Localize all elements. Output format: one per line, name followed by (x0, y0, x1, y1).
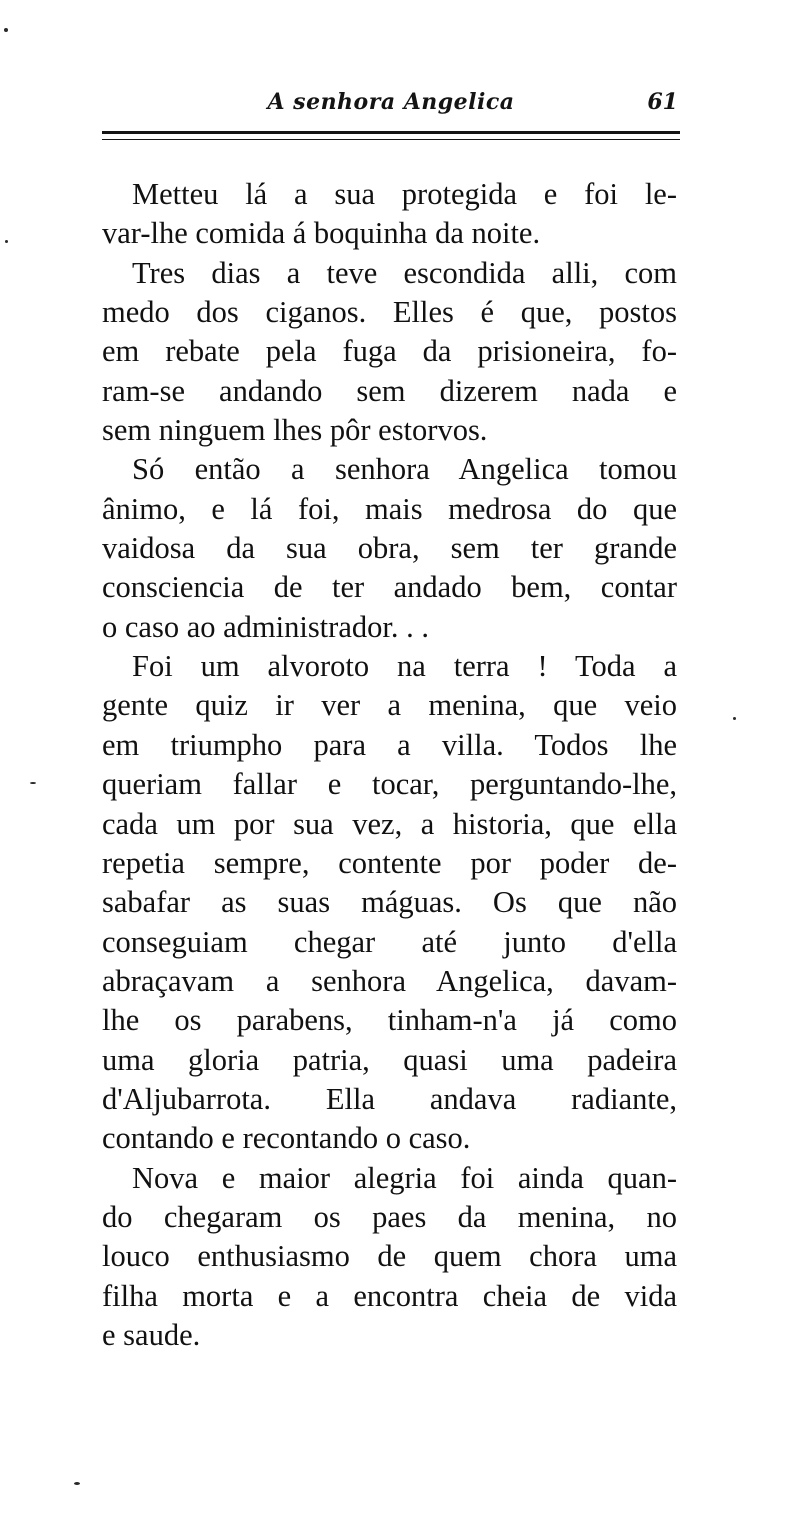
text-line: repetia sempre, contente por poder de- (102, 845, 677, 880)
text-line: sabafar as suas máguas. Os que não (102, 885, 677, 920)
text-line: em triumpho para a villa. Todos lhe (102, 727, 677, 762)
text-line: e saude. (102, 1317, 201, 1352)
text-line: Metteu lá a sua protegida e foi le- (132, 177, 677, 211)
text-line: louco enthusiasmo de quem chora uma (102, 1239, 677, 1274)
scan-speck (4, 28, 8, 32)
text-line: Só então a senhora Angelica tomou (132, 452, 677, 487)
text-line: abraçavam a senhora Angelica, davam- (102, 963, 677, 998)
body-text (102, 175, 677, 1355)
running-title: A senhora Angelica (267, 89, 515, 115)
text-line: Foi um alvoroto na terra ! Toda a (132, 649, 677, 684)
text-line: conseguiam chegar até junto d'ella (102, 924, 677, 959)
text-line: sem ninguem lhes pôr estorvos. (102, 413, 488, 448)
scan-speck (30, 782, 36, 784)
text-line: Nova e maior alegria foi ainda quan- (132, 1160, 677, 1195)
text-line: consciencia de ter andado bem, contar (102, 570, 677, 605)
text-line: ram-se andando sem dizerem nada e (102, 373, 677, 408)
text-line: var-lhe comida á boquinha da noite. (102, 216, 541, 251)
text-line: cada um por sua vez, a historia, que ella (102, 806, 677, 841)
page-number: 61 (647, 89, 678, 115)
header-rule-thin (102, 139, 680, 140)
text-line: gente quiz ir ver a menina, que veio (102, 688, 677, 723)
scan-speck (5, 240, 8, 243)
text-line: o caso ao administrador. . . (102, 609, 429, 644)
page-header (102, 84, 680, 124)
text-line: do chegaram os paes da menina, no (102, 1199, 677, 1234)
text-line: contando e recontando o caso. (102, 1121, 471, 1156)
text-line: lhe os parabens, tinham-n'a já como (102, 1003, 677, 1038)
header-rule-thick (102, 131, 680, 134)
text-line: Tres dias a teve escondida alli, com (132, 255, 677, 290)
scan-speck (74, 1482, 80, 1485)
text-line: uma gloria patria, quasi uma padeira (102, 1042, 677, 1077)
text-line: queriam fallar e tocar, perguntando-lhe, (102, 767, 677, 802)
text-line: em rebate pela fuga da prisioneira, fo- (102, 334, 677, 369)
text-line: filha morta e a encontra cheia de vida (102, 1278, 677, 1313)
scan-speck (733, 717, 736, 720)
text-line: ânimo, e lá foi, mais medrosa do que (102, 491, 677, 526)
text-line: medo dos ciganos. Elles é que, postos (102, 295, 677, 330)
text-line: d'Aljubarrota. Ella andava radiante, (102, 1081, 677, 1116)
text-line: vaidosa da sua obra, sem ter grande (102, 531, 677, 566)
